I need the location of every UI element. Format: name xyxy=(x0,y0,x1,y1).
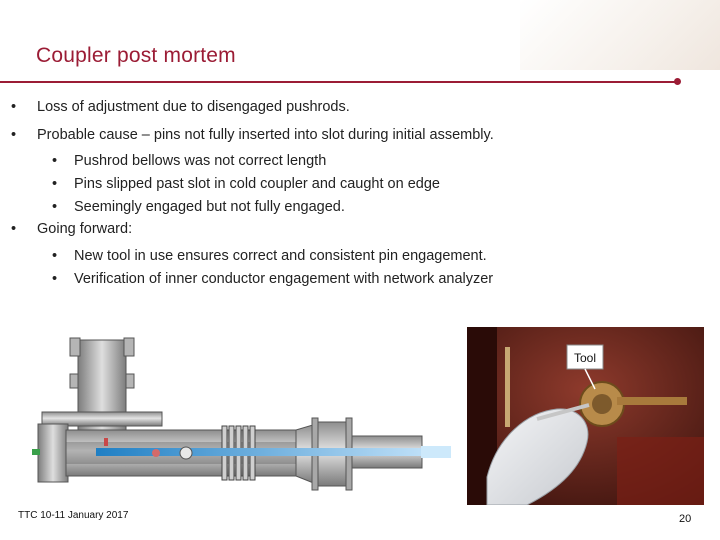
corner-decoration xyxy=(520,0,720,70)
slide-title: Coupler post mortem xyxy=(36,44,236,67)
bullet-item xyxy=(11,99,350,115)
sub-bullet-item xyxy=(52,153,327,169)
bullet-glyph: • xyxy=(52,199,58,215)
sub-bullet-text: Seemingly engaged but not fully engaged. xyxy=(74,199,345,215)
title-rule-endpoint xyxy=(674,78,681,85)
bullet-text: Loss of adjustment due to disengaged pushrods. xyxy=(37,99,350,115)
bullet-glyph: • xyxy=(11,221,17,237)
coupler-cross-section-drawing xyxy=(26,334,456,494)
bullet-text: Probable cause – pins not fully inserted into slot during initial assembly. xyxy=(37,127,494,143)
bullet-item xyxy=(11,127,494,143)
bullet-glyph: • xyxy=(52,176,58,192)
sub-bullet-item xyxy=(52,176,440,192)
sub-bullet-item xyxy=(52,271,494,287)
page-number: 20 xyxy=(679,513,692,525)
sub-bullet-item xyxy=(52,199,345,215)
title-rule xyxy=(0,81,678,83)
sub-bullet-text: Verification of inner conductor engagement with network analyzer xyxy=(74,271,494,287)
sub-bullet-text: New tool in use ensures correct and consistent pin engagement. xyxy=(74,248,487,264)
photo-label: Tool xyxy=(573,351,597,365)
bullet-glyph: • xyxy=(11,99,17,115)
sub-bullet-text: Pins slipped past slot in cold coupler and caught on edge xyxy=(74,176,440,192)
bullet-glyph: • xyxy=(11,127,17,143)
bullet-text: Going forward: xyxy=(37,221,133,237)
sub-bullet-text: Pushrod bellows was not correct length xyxy=(74,153,327,169)
footer-text: TTC 10-11 January 2017 xyxy=(18,510,129,521)
bullet-glyph: • xyxy=(52,271,58,287)
bullet-glyph: • xyxy=(52,153,58,169)
tool-photo xyxy=(467,327,704,505)
bullet-item xyxy=(11,221,133,237)
bullet-glyph: • xyxy=(52,248,58,264)
sub-bullet-item xyxy=(52,248,487,264)
